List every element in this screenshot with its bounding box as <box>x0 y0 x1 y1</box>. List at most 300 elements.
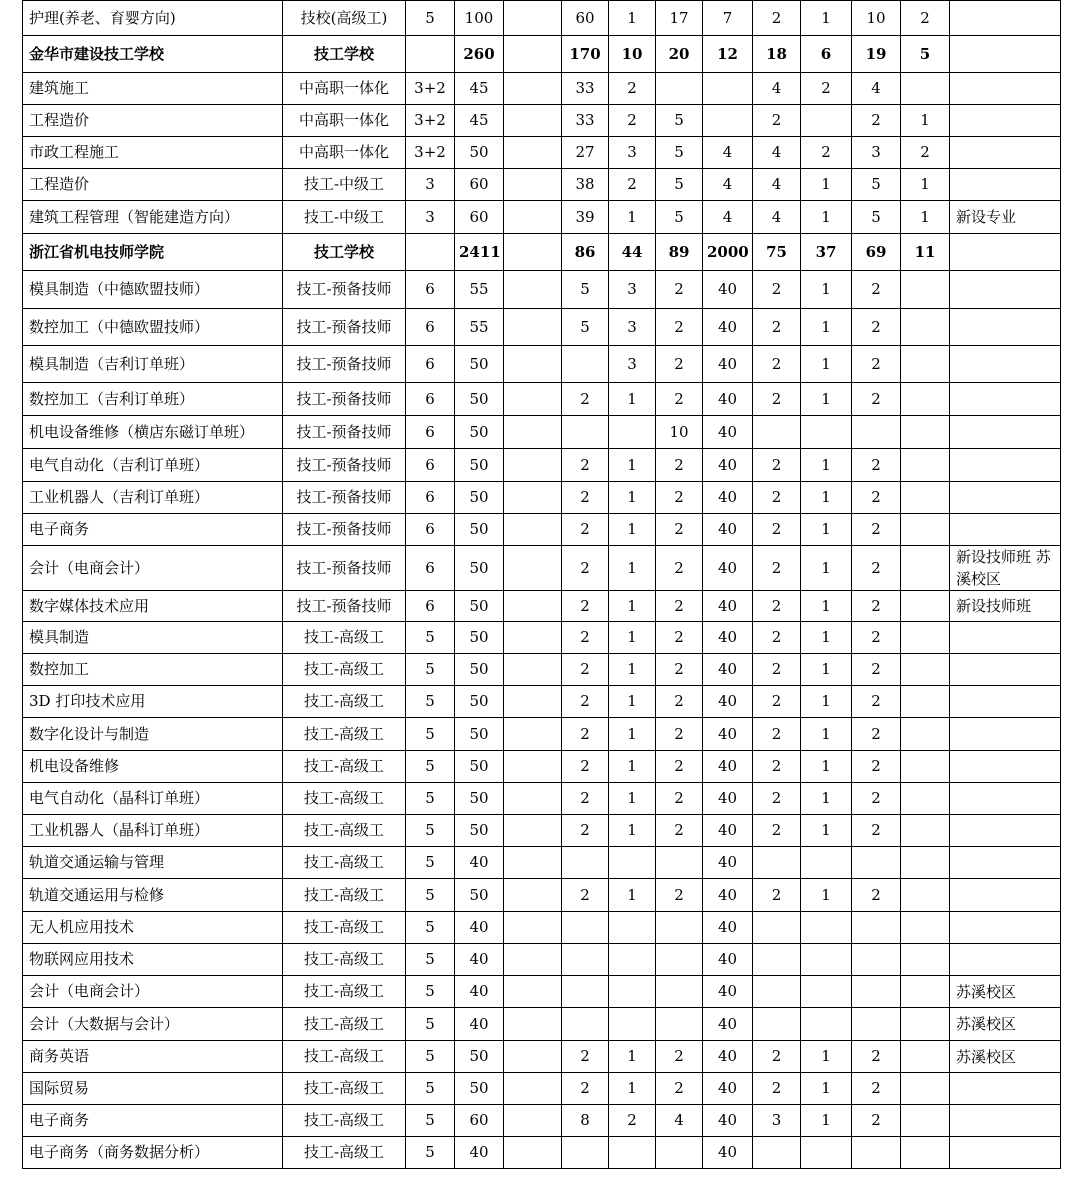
cell-col-g: 2 <box>852 622 901 654</box>
cell-col-g <box>852 912 901 944</box>
table-row <box>23 169 1061 201</box>
cell-col-b: 1 <box>609 546 656 591</box>
cell-col-e <box>753 847 801 879</box>
cell-col-b <box>609 847 656 879</box>
cell-col-a <box>562 976 609 1008</box>
cell-col-blank <box>504 36 562 73</box>
cell-plan-count: 50 <box>455 718 504 751</box>
cell-major-name: 电子商务（商务数据分析） <box>23 1137 283 1169</box>
cell-col-e: 2 <box>753 449 801 482</box>
cell-col-blank <box>504 1073 562 1105</box>
cell-col-e: 2 <box>753 1 801 36</box>
cell-remark <box>950 449 1061 482</box>
cell-school-system: 技工-高级工 <box>283 815 406 847</box>
cell-col-h <box>901 944 950 976</box>
cell-col-g: 2 <box>852 1105 901 1137</box>
cell-col-c: 10 <box>656 416 703 449</box>
table-row <box>23 73 1061 105</box>
table-row <box>23 783 1061 815</box>
cell-remark <box>950 783 1061 815</box>
table-row <box>23 137 1061 169</box>
cell-col-d <box>703 73 753 105</box>
cell-col-a: 2 <box>562 783 609 815</box>
cell-remark <box>950 944 1061 976</box>
cell-plan-count: 50 <box>455 686 504 718</box>
cell-col-f: 1 <box>801 1041 852 1073</box>
cell-col-h: 2 <box>901 137 950 169</box>
cell-col-g: 69 <box>852 234 901 271</box>
cell-col-b: 3 <box>609 271 656 309</box>
cell-school-system: 技工-高级工 <box>283 783 406 815</box>
cell-col-g: 19 <box>852 36 901 73</box>
cell-col-blank <box>504 1008 562 1041</box>
cell-major-name: 护理(养老、育婴方向) <box>23 1 283 36</box>
cell-col-d: 40 <box>703 1073 753 1105</box>
cell-school-system: 技工-高级工 <box>283 686 406 718</box>
cell-col-e: 2 <box>753 271 801 309</box>
cell-col-h <box>901 1008 950 1041</box>
table-row <box>23 751 1061 783</box>
cell-col-h <box>901 416 950 449</box>
cell-col-a: 2 <box>562 591 609 622</box>
cell-remark <box>950 271 1061 309</box>
cell-col-b: 1 <box>609 815 656 847</box>
cell-school-system: 技工-预备技师 <box>283 591 406 622</box>
cell-col-e: 4 <box>753 73 801 105</box>
cell-col-a <box>562 847 609 879</box>
cell-col-g: 2 <box>852 654 901 686</box>
cell-major-name: 数字媒体技术应用 <box>23 591 283 622</box>
cell-major-name: 工程造价 <box>23 105 283 137</box>
cell-remark: 苏溪校区 <box>950 1008 1061 1041</box>
cell-col-h: 1 <box>901 169 950 201</box>
cell-col-b: 1 <box>609 751 656 783</box>
cell-col-g: 2 <box>852 1041 901 1073</box>
cell-col-f: 1 <box>801 1 852 36</box>
cell-col-blank <box>504 169 562 201</box>
cell-col-a <box>562 1008 609 1041</box>
cell-plan-count: 50 <box>455 137 504 169</box>
cell-major-name: 工业机器人（吉利订单班） <box>23 482 283 514</box>
cell-col-blank <box>504 73 562 105</box>
cell-remark <box>950 654 1061 686</box>
cell-duration: 5 <box>406 1105 455 1137</box>
cell-major-name: 建筑工程管理（智能建造方向） <box>23 201 283 234</box>
cell-col-c: 5 <box>656 169 703 201</box>
cell-col-h <box>901 847 950 879</box>
cell-col-h <box>901 815 950 847</box>
cell-remark <box>950 1 1061 36</box>
cell-col-h <box>901 783 950 815</box>
cell-duration: 6 <box>406 383 455 416</box>
cell-col-c <box>656 944 703 976</box>
cell-col-g: 2 <box>852 718 901 751</box>
cell-remark <box>950 622 1061 654</box>
cell-col-b: 1 <box>609 383 656 416</box>
cell-major-name: 物联网应用技术 <box>23 944 283 976</box>
cell-col-c: 2 <box>656 383 703 416</box>
cell-duration: 5 <box>406 686 455 718</box>
cell-col-d: 40 <box>703 514 753 546</box>
cell-col-d: 40 <box>703 879 753 912</box>
cell-plan-count: 50 <box>455 751 504 783</box>
cell-school-system: 技工-高级工 <box>283 847 406 879</box>
cell-col-blank <box>504 686 562 718</box>
cell-school-system: 技工-高级工 <box>283 718 406 751</box>
cell-remark: 新设专业 <box>950 201 1061 234</box>
cell-col-a <box>562 944 609 976</box>
cell-col-h <box>901 1105 950 1137</box>
cell-col-d: 40 <box>703 654 753 686</box>
cell-plan-count: 50 <box>455 346 504 383</box>
cell-col-blank <box>504 514 562 546</box>
cell-school-system: 技校(高级工) <box>283 1 406 36</box>
cell-school-system: 技工学校 <box>283 234 406 271</box>
cell-major-name: 会计（电商会计） <box>23 546 283 591</box>
cell-col-g: 2 <box>852 271 901 309</box>
cell-col-a: 5 <box>562 271 609 309</box>
table-row <box>23 1105 1061 1137</box>
cell-plan-count: 60 <box>455 201 504 234</box>
cell-col-d: 40 <box>703 912 753 944</box>
cell-remark <box>950 815 1061 847</box>
cell-col-f: 37 <box>801 234 852 271</box>
cell-col-g: 2 <box>852 546 901 591</box>
table-row <box>23 815 1061 847</box>
cell-plan-count: 60 <box>455 169 504 201</box>
cell-col-b <box>609 912 656 944</box>
cell-col-d: 40 <box>703 1041 753 1073</box>
cell-remark <box>950 105 1061 137</box>
cell-col-b: 1 <box>609 879 656 912</box>
cell-col-g: 5 <box>852 201 901 234</box>
cell-col-d: 40 <box>703 546 753 591</box>
cell-remark <box>950 847 1061 879</box>
cell-major-name: 数控加工 <box>23 654 283 686</box>
cell-col-a <box>562 1137 609 1169</box>
cell-col-f: 1 <box>801 591 852 622</box>
cell-major-name: 模具制造（中德欧盟技师） <box>23 271 283 309</box>
cell-remark: 新设技师班 <box>950 591 1061 622</box>
cell-col-a: 33 <box>562 105 609 137</box>
cell-duration: 6 <box>406 309 455 346</box>
cell-col-d: 40 <box>703 783 753 815</box>
cell-col-b: 3 <box>609 309 656 346</box>
cell-col-d: 40 <box>703 1137 753 1169</box>
cell-col-g: 2 <box>852 686 901 718</box>
cell-col-b: 2 <box>609 105 656 137</box>
cell-remark <box>950 383 1061 416</box>
cell-col-blank <box>504 383 562 416</box>
cell-col-g <box>852 976 901 1008</box>
cell-col-g: 2 <box>852 383 901 416</box>
cell-remark <box>950 686 1061 718</box>
table-row <box>23 105 1061 137</box>
cell-col-c: 2 <box>656 751 703 783</box>
cell-major-name: 数控加工（中德欧盟技师） <box>23 309 283 346</box>
table-row <box>23 976 1061 1008</box>
enrollment-plan-table <box>22 0 1061 1169</box>
cell-col-h <box>901 976 950 1008</box>
cell-major-name: 电气自动化（晶科订单班） <box>23 783 283 815</box>
cell-col-f <box>801 976 852 1008</box>
cell-col-e: 2 <box>753 546 801 591</box>
cell-col-e: 75 <box>753 234 801 271</box>
cell-col-d: 40 <box>703 847 753 879</box>
cell-col-f <box>801 416 852 449</box>
cell-col-c: 2 <box>656 718 703 751</box>
cell-col-c <box>656 1137 703 1169</box>
cell-plan-count: 55 <box>455 309 504 346</box>
cell-col-g: 2 <box>852 514 901 546</box>
cell-duration: 5 <box>406 912 455 944</box>
cell-remark <box>950 514 1061 546</box>
cell-col-h <box>901 383 950 416</box>
cell-col-h: 11 <box>901 234 950 271</box>
cell-col-a: 2 <box>562 654 609 686</box>
cell-major-name: 轨道交通运输与管理 <box>23 847 283 879</box>
cell-col-d: 40 <box>703 1105 753 1137</box>
cell-col-f: 1 <box>801 271 852 309</box>
cell-col-a <box>562 346 609 383</box>
cell-col-e: 2 <box>753 482 801 514</box>
cell-duration: 5 <box>406 1041 455 1073</box>
cell-col-e: 2 <box>753 1041 801 1073</box>
cell-col-f: 1 <box>801 546 852 591</box>
cell-col-d: 4 <box>703 169 753 201</box>
cell-school-system: 技工-高级工 <box>283 654 406 686</box>
cell-major-name: 电子商务 <box>23 514 283 546</box>
table-row <box>23 514 1061 546</box>
cell-col-f <box>801 105 852 137</box>
cell-school-system: 技工-中级工 <box>283 169 406 201</box>
cell-remark <box>950 309 1061 346</box>
cell-col-e: 2 <box>753 783 801 815</box>
cell-col-blank <box>504 137 562 169</box>
cell-col-f <box>801 1008 852 1041</box>
table-row <box>23 201 1061 234</box>
cell-col-h <box>901 346 950 383</box>
cell-col-a: 2 <box>562 1041 609 1073</box>
cell-plan-count: 2411 <box>455 234 504 271</box>
cell-plan-count: 50 <box>455 622 504 654</box>
cell-plan-count: 50 <box>455 416 504 449</box>
cell-col-d: 40 <box>703 346 753 383</box>
cell-col-b: 10 <box>609 36 656 73</box>
cell-plan-count: 50 <box>455 514 504 546</box>
cell-major-name: 模具制造 <box>23 622 283 654</box>
cell-col-h: 1 <box>901 105 950 137</box>
cell-col-h <box>901 449 950 482</box>
cell-col-a <box>562 912 609 944</box>
cell-major-name: 金华市建设技工学校 <box>23 36 283 73</box>
table-row <box>23 1041 1061 1073</box>
table-row <box>23 1 1061 36</box>
cell-col-blank <box>504 105 562 137</box>
cell-school-system: 技工-预备技师 <box>283 416 406 449</box>
cell-col-g: 2 <box>852 482 901 514</box>
cell-remark <box>950 482 1061 514</box>
cell-col-f: 1 <box>801 879 852 912</box>
cell-col-blank <box>504 346 562 383</box>
cell-col-h <box>901 912 950 944</box>
cell-col-b: 3 <box>609 137 656 169</box>
cell-col-e <box>753 912 801 944</box>
cell-col-a <box>562 416 609 449</box>
cell-col-d: 12 <box>703 36 753 73</box>
cell-school-system: 技工-预备技师 <box>283 309 406 346</box>
cell-remark <box>950 1073 1061 1105</box>
cell-col-f <box>801 912 852 944</box>
cell-remark: 苏溪校区 <box>950 976 1061 1008</box>
cell-col-h: 5 <box>901 36 950 73</box>
cell-major-name: 工程造价 <box>23 169 283 201</box>
cell-col-blank <box>504 271 562 309</box>
cell-major-name: 机电设备维修（横店东磁订单班） <box>23 416 283 449</box>
cell-plan-count: 40 <box>455 1008 504 1041</box>
cell-col-e <box>753 976 801 1008</box>
cell-duration: 6 <box>406 271 455 309</box>
cell-col-a: 2 <box>562 482 609 514</box>
cell-plan-count: 50 <box>455 879 504 912</box>
cell-col-h <box>901 546 950 591</box>
cell-plan-count: 40 <box>455 1137 504 1169</box>
cell-col-g: 2 <box>852 105 901 137</box>
cell-col-b: 1 <box>609 591 656 622</box>
cell-school-system: 技工-预备技师 <box>283 346 406 383</box>
cell-duration: 5 <box>406 783 455 815</box>
cell-col-d <box>703 105 753 137</box>
cell-col-c: 2 <box>656 449 703 482</box>
cell-col-c: 2 <box>656 879 703 912</box>
cell-school-system: 技工-高级工 <box>283 751 406 783</box>
cell-plan-count: 50 <box>455 654 504 686</box>
table-row <box>23 1008 1061 1041</box>
cell-col-c: 2 <box>656 1073 703 1105</box>
cell-col-h <box>901 271 950 309</box>
cell-plan-count: 45 <box>455 73 504 105</box>
table-row <box>23 1073 1061 1105</box>
cell-col-c <box>656 1008 703 1041</box>
cell-col-f: 2 <box>801 73 852 105</box>
cell-major-name: 国际贸易 <box>23 1073 283 1105</box>
table-row <box>23 449 1061 482</box>
cell-col-b: 1 <box>609 1041 656 1073</box>
cell-plan-count: 40 <box>455 944 504 976</box>
cell-col-c: 2 <box>656 686 703 718</box>
cell-col-e: 3 <box>753 1105 801 1137</box>
cell-col-c: 5 <box>656 137 703 169</box>
cell-col-b: 2 <box>609 1105 656 1137</box>
cell-school-system: 中高职一体化 <box>283 73 406 105</box>
cell-col-a: 2 <box>562 449 609 482</box>
cell-col-blank <box>504 622 562 654</box>
cell-col-c: 2 <box>656 654 703 686</box>
cell-col-blank <box>504 234 562 271</box>
cell-col-c: 4 <box>656 1105 703 1137</box>
table-row <box>23 482 1061 514</box>
cell-plan-count: 40 <box>455 976 504 1008</box>
cell-col-c: 2 <box>656 591 703 622</box>
cell-col-e: 2 <box>753 622 801 654</box>
cell-col-a: 39 <box>562 201 609 234</box>
cell-col-d: 40 <box>703 622 753 654</box>
cell-col-g: 5 <box>852 169 901 201</box>
cell-col-f: 1 <box>801 622 852 654</box>
cell-col-a: 2 <box>562 686 609 718</box>
cell-school-system: 技工-高级工 <box>283 879 406 912</box>
cell-col-d: 2000 <box>703 234 753 271</box>
cell-col-b: 1 <box>609 1 656 36</box>
cell-col-e: 2 <box>753 815 801 847</box>
cell-major-name: 工业机器人（晶科订单班） <box>23 815 283 847</box>
table-row <box>23 944 1061 976</box>
school-row <box>23 36 1061 73</box>
cell-school-system: 技工-高级工 <box>283 1008 406 1041</box>
cell-remark <box>950 234 1061 271</box>
cell-col-blank <box>504 546 562 591</box>
cell-col-g <box>852 944 901 976</box>
cell-duration <box>406 36 455 73</box>
cell-school-system: 技工-预备技师 <box>283 546 406 591</box>
cell-col-blank <box>504 591 562 622</box>
cell-duration: 5 <box>406 1 455 36</box>
cell-col-a: 2 <box>562 383 609 416</box>
cell-duration: 3 <box>406 169 455 201</box>
cell-remark: 苏溪校区 <box>950 1041 1061 1073</box>
table-row <box>23 1137 1061 1169</box>
cell-col-blank <box>504 416 562 449</box>
cell-col-h <box>901 718 950 751</box>
cell-col-f: 1 <box>801 654 852 686</box>
cell-remark <box>950 346 1061 383</box>
cell-col-f <box>801 944 852 976</box>
school-row <box>23 234 1061 271</box>
cell-col-e: 2 <box>753 1073 801 1105</box>
cell-major-name: 无人机应用技术 <box>23 912 283 944</box>
cell-col-blank <box>504 201 562 234</box>
cell-duration: 6 <box>406 346 455 383</box>
cell-col-c: 2 <box>656 783 703 815</box>
cell-remark <box>950 137 1061 169</box>
cell-col-g <box>852 416 901 449</box>
cell-col-a: 170 <box>562 36 609 73</box>
cell-col-c <box>656 976 703 1008</box>
cell-major-name: 电子商务 <box>23 1105 283 1137</box>
cell-col-h <box>901 751 950 783</box>
cell-remark: 新设技师班 苏溪校区 <box>950 546 1061 591</box>
cell-col-blank <box>504 482 562 514</box>
cell-col-c: 2 <box>656 622 703 654</box>
cell-duration: 5 <box>406 815 455 847</box>
cell-plan-count: 50 <box>455 449 504 482</box>
table-row <box>23 847 1061 879</box>
table-row <box>23 686 1061 718</box>
cell-col-b: 2 <box>609 73 656 105</box>
cell-col-c: 5 <box>656 105 703 137</box>
cell-col-blank <box>504 1105 562 1137</box>
cell-col-a: 60 <box>562 1 609 36</box>
cell-col-g: 2 <box>852 783 901 815</box>
cell-col-b: 1 <box>609 783 656 815</box>
cell-major-name: 机电设备维修 <box>23 751 283 783</box>
cell-col-b <box>609 416 656 449</box>
cell-plan-count: 50 <box>455 1073 504 1105</box>
cell-col-f: 1 <box>801 346 852 383</box>
cell-col-f: 1 <box>801 1105 852 1137</box>
cell-remark <box>950 751 1061 783</box>
cell-col-d: 4 <box>703 137 753 169</box>
